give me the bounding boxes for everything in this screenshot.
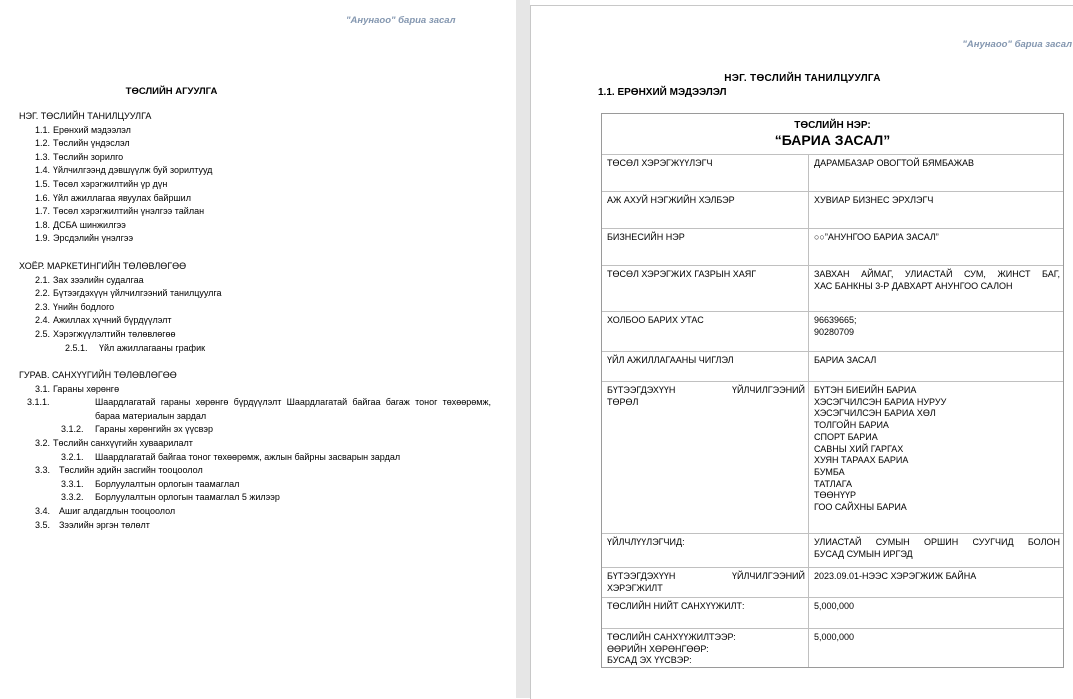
toc-item: 2.2. Бүтээгдэхүүн үйлчилгээний танилцуулга bbox=[35, 288, 222, 299]
toc-item: 1.1. Ерөнхий мэдээлэл bbox=[35, 124, 131, 135]
project-info-table bbox=[601, 113, 1064, 668]
table-key-cell: БҮТЭЭГДЭХҮҮН ҮЙЛЧИЛГЭЭНИЙ ТӨРӨЛ bbox=[602, 382, 809, 533]
toc-subitem: 3.2.1. Шаардлагатай байгаа тоног төхөөрөмж, ажлын байрны засварын зардал bbox=[61, 451, 401, 462]
toc-item: 1.8. ДСБА шинжилгээ bbox=[35, 219, 126, 230]
table-row bbox=[602, 598, 1063, 629]
toc-item: 1.5. Төсөл хэрэгжилтийн үр дүн bbox=[35, 178, 168, 189]
table-row bbox=[602, 629, 1063, 667]
toc-item: 3.1. Гараны хөрөнгө bbox=[35, 383, 120, 394]
table-value-cell: ХУВИАР БИЗНЕС ЭРХЛЭГЧ bbox=[814, 195, 934, 205]
page-gutter bbox=[516, 0, 530, 698]
table-key-cell: ТӨСӨЛ ХЭРЭГЖИХ ГАЗРЫН ХАЯГ bbox=[602, 266, 809, 311]
table-value-cell: ДАРАМБАЗАР ОВОГТОЙ БЯМБАЖАВ bbox=[814, 158, 975, 168]
toc-item: 1.6. Үйл ажиллагаа явуулах байршил bbox=[35, 192, 191, 203]
table-row bbox=[602, 155, 1063, 192]
toc-title: ТӨСЛИЙН АГУУЛГА bbox=[125, 86, 218, 97]
toc-item: 2.1. Зах зээлийн судалгаа bbox=[35, 274, 144, 285]
toc-item: 1.2. Төслийн үндэслэл bbox=[35, 138, 130, 149]
header-brand: "Анунаоо" бариа засал bbox=[962, 39, 1072, 50]
toc-item: 1.3. Төслийн зорилго bbox=[35, 151, 124, 162]
table-value-cell: 5,000,000 bbox=[814, 601, 855, 611]
toc-subitem: 3.1.2. Гараны хөрөнгийн эх үүсвэр bbox=[61, 424, 213, 435]
toc-item: 1.9. Эрсдэлийн үнэлгээ bbox=[35, 233, 134, 244]
table-value-cell: ЗАВХАН АЙМАГ, УЛИАСТАЙ СУМ, ЖИНСТ БАГ, ХАС БАНКНЫ 3-Р ДАВХАРТ АНУНГОО САЛОН bbox=[814, 269, 1060, 291]
document-page-left bbox=[0, 0, 516, 698]
table-row bbox=[602, 568, 1063, 598]
table-row bbox=[602, 382, 1063, 534]
table-value-cell: УЛИАСТАЙ СУМЫН ОРШИН СУУГЧИД БОЛОН БУСАД СУМЫН ИРГЭД bbox=[814, 537, 1060, 559]
toc-item: 1.4. Үйлчилгээнд дэвшүүлж буй зорилтууд bbox=[35, 165, 213, 176]
table-row bbox=[602, 534, 1063, 568]
table-value-cell: 96639665; 90280709 bbox=[814, 315, 857, 337]
document-page-right bbox=[530, 5, 1073, 699]
toc-item: 3.4. Ашиг алдагдлын тооцоолол bbox=[35, 506, 176, 517]
project-name-label: ТӨСЛИЙН НЭР: bbox=[794, 120, 871, 131]
table-value-cell: ○○”АНУНГОО БАРИА ЗАСАЛ” bbox=[814, 232, 939, 242]
toc-item: 3.3. Төслийн эдийн засгийн тооцоолол bbox=[35, 465, 203, 476]
toc-section-title: ХОЁР. МАРКЕТИНГИЙН ТӨЛӨВЛӨГӨӨ bbox=[19, 260, 187, 271]
table-key-cell: ТӨСӨЛ ХЭРЭГЖҮҮЛЭГЧ bbox=[602, 155, 809, 191]
table-value-cell: 2023.09.01-НЭЭС ХЭРЭГЖИЖ БАЙНА bbox=[814, 571, 977, 581]
toc-subitem: 3.3.1. Борлуулалтын орлогын таамаглал bbox=[61, 478, 240, 489]
table-of-contents bbox=[19, 110, 491, 532]
toc-section-title: НЭГ. ТӨСЛИЙН ТАНИЛЦУУЛГА bbox=[19, 111, 152, 121]
toc-subitem: 2.5.1. Үйл ажиллагааны график bbox=[65, 342, 206, 353]
toc-item: 2.3. Үнийн бодлого bbox=[35, 301, 115, 312]
toc-subitem: 3.1.1. Шаардлагатай гараны хөрөнгө бүрдүүлэлт Шаардлагатай байгаа багаж тоног төхөөрөмж, бараа материалын зардал bbox=[27, 397, 491, 421]
subsection-heading: 1.1. ЕРӨНХИЙ МЭДЭЭЛЭЛ bbox=[598, 87, 727, 98]
toc-section-title: ГУРАВ. САНХҮҮГИЙН ТӨЛӨВЛӨГӨӨ bbox=[19, 370, 177, 381]
table-key-cell: ТӨСЛИЙН НИЙТ САНХҮҮЖИЛТ: bbox=[602, 598, 809, 628]
header-brand: "Анунаоо" бариа засал bbox=[346, 15, 456, 26]
table-key-cell: БИЗНЕСИЙН НЭР bbox=[602, 229, 809, 265]
table-key-cell: АЖ АХУЙ НЭГЖИЙН ХЭЛБЭР bbox=[602, 192, 809, 228]
table-key-cell: БҮТЭЭГДЭХҮҮН ҮЙЛЧИЛГЭЭНИЙ ХЭРЭГЖИЛТ bbox=[602, 568, 809, 597]
toc-item: 1.7. Төсөл хэрэгжилтийн үнэлгээ тайлан bbox=[35, 206, 205, 217]
table-row bbox=[602, 266, 1063, 312]
table-key-cell: ХОЛБОО БАРИХ УТАС bbox=[602, 312, 809, 351]
table-value-cell: БАРИА ЗАСАЛ bbox=[814, 355, 877, 365]
toc-item: 2.4. Ажиллах хүчний бүрдүүлэлт bbox=[35, 315, 172, 326]
toc-item: 3.5. Зээлийн эргэн төлөлт bbox=[35, 519, 150, 530]
table-row bbox=[602, 352, 1063, 382]
table-row bbox=[602, 192, 1063, 229]
table-key-cell: ТӨСЛИЙН САНХҮҮЖИЛТЭЭР: ӨӨРИЙН ХӨРӨНГӨӨР: БУСАД ЭХ ҮҮСВЭР: bbox=[602, 629, 809, 667]
toc-subitem: 3.3.2. Борлуулалтын орлогын таамаглал 5 жилээр bbox=[61, 492, 280, 503]
table-key-cell: ҮЙЛЧЛҮҮЛЭГЧИД: bbox=[602, 534, 809, 567]
table-value-cell: 5,000,000 bbox=[814, 632, 855, 642]
project-name: “БАРИА ЗАСАЛ” bbox=[774, 132, 891, 148]
table-row bbox=[602, 312, 1063, 352]
section-heading: НЭГ. ТӨСЛИЙН ТАНИЛЦУУЛГА bbox=[724, 73, 881, 84]
toc-item: 3.2. Төслийн санхүүгийн хуваарилалт bbox=[35, 438, 193, 449]
table-title bbox=[602, 114, 1063, 155]
table-row bbox=[602, 229, 1063, 266]
toc-item: 2.5. Хэрэгжүүлэлтийн төлөвлөгөө bbox=[35, 328, 176, 339]
table-value-cell: БҮТЭН БИЕИЙН БАРИА ХЭСЭГЧИЛСЭН БАРИА НУРУУ ХЭСЭГЧИЛСЭН БАРИА ХӨЛ ТОЛГОЙН БАРИА СПОРТ БАРИА САВНЫ ХИЙ ГАРГАХ ХУЯН ТАРААХ БАРИА БУМБА ТАТЛАГА ТӨӨНҮҮР ГОО САЙХНЫ БАРИА bbox=[814, 385, 947, 513]
table-key-cell: ҮЙЛ АЖИЛЛАГААНЫ ЧИГЛЭЛ bbox=[602, 352, 809, 381]
